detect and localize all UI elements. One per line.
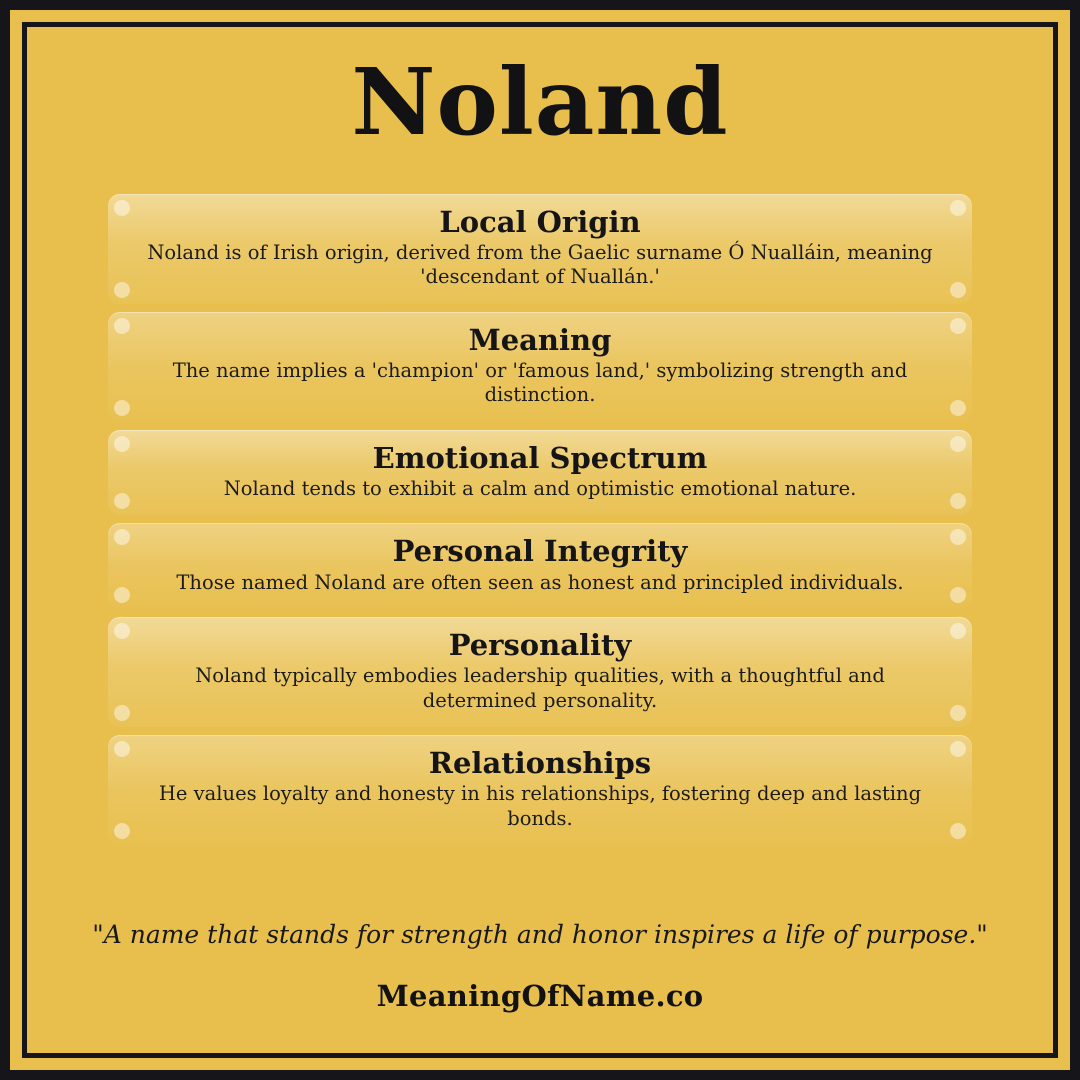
- section-card-relationships: [108, 735, 972, 845]
- corner-dot-icon: [114, 436, 130, 452]
- section-heading: Local Origin: [439, 204, 641, 239]
- corner-dot-icon: [950, 318, 966, 334]
- corner-dot-icon: [950, 436, 966, 452]
- corner-dot-icon: [114, 741, 130, 757]
- corner-dot-icon: [114, 200, 130, 216]
- section-heading: Personal Integrity: [392, 534, 688, 569]
- corner-dot-icon: [950, 200, 966, 216]
- corner-dot-icon: [114, 587, 130, 603]
- corner-dot-icon: [114, 623, 130, 639]
- corner-dot-icon: [114, 823, 130, 839]
- section-card-personal-integrity: [108, 523, 972, 609]
- corner-dot-icon: [114, 282, 130, 298]
- section-card-local-origin: [108, 194, 972, 304]
- sections-list: [32, 194, 1048, 845]
- corner-dot-icon: [950, 823, 966, 839]
- corner-dot-icon: [114, 318, 130, 334]
- corner-dot-icon: [950, 400, 966, 416]
- corner-dot-icon: [950, 587, 966, 603]
- corner-dot-icon: [114, 705, 130, 721]
- section-text: Noland tends to exhibit a calm and optimistic emotional nature.: [223, 477, 857, 501]
- poster-content: [32, 32, 1048, 1048]
- section-text: The name implies a 'champion' or 'famous land,' symbolizing strength and distinction.: [172, 359, 908, 407]
- section-card-emotional-spectrum: [108, 430, 972, 516]
- section-text: He values loyalty and honesty in his relationships, fostering deep and lasting bonds.: [158, 782, 922, 830]
- corner-dot-icon: [950, 493, 966, 509]
- section-heading: Meaning: [468, 322, 612, 357]
- section-heading: Emotional Spectrum: [372, 440, 708, 475]
- page-title: Noland: [351, 48, 729, 156]
- corner-dot-icon: [114, 400, 130, 416]
- footer-quote: "A name that stands for strength and honor inspires a life of purpose.": [92, 920, 988, 949]
- corner-dot-icon: [114, 529, 130, 545]
- section-heading: Relationships: [428, 746, 652, 781]
- corner-dot-icon: [950, 623, 966, 639]
- section-heading: Personality: [448, 628, 632, 663]
- corner-dot-icon: [950, 529, 966, 545]
- brand-name: MeaningOfName.co: [376, 979, 704, 1013]
- section-card-personality: [108, 617, 972, 727]
- section-text: Those named Noland are often seen as honest and principled individuals.: [176, 570, 904, 594]
- corner-dot-icon: [114, 493, 130, 509]
- corner-dot-icon: [950, 705, 966, 721]
- section-text: Noland typically embodies leadership qualities, with a thoughtful and determined personality.: [195, 664, 885, 712]
- section-card-meaning: [108, 312, 972, 422]
- section-text: Noland is of Irish origin, derived from the Gaelic surname Ó Nualláin, meaning 'descendant of Nuallán.': [147, 241, 933, 289]
- corner-dot-icon: [950, 741, 966, 757]
- corner-dot-icon: [950, 282, 966, 298]
